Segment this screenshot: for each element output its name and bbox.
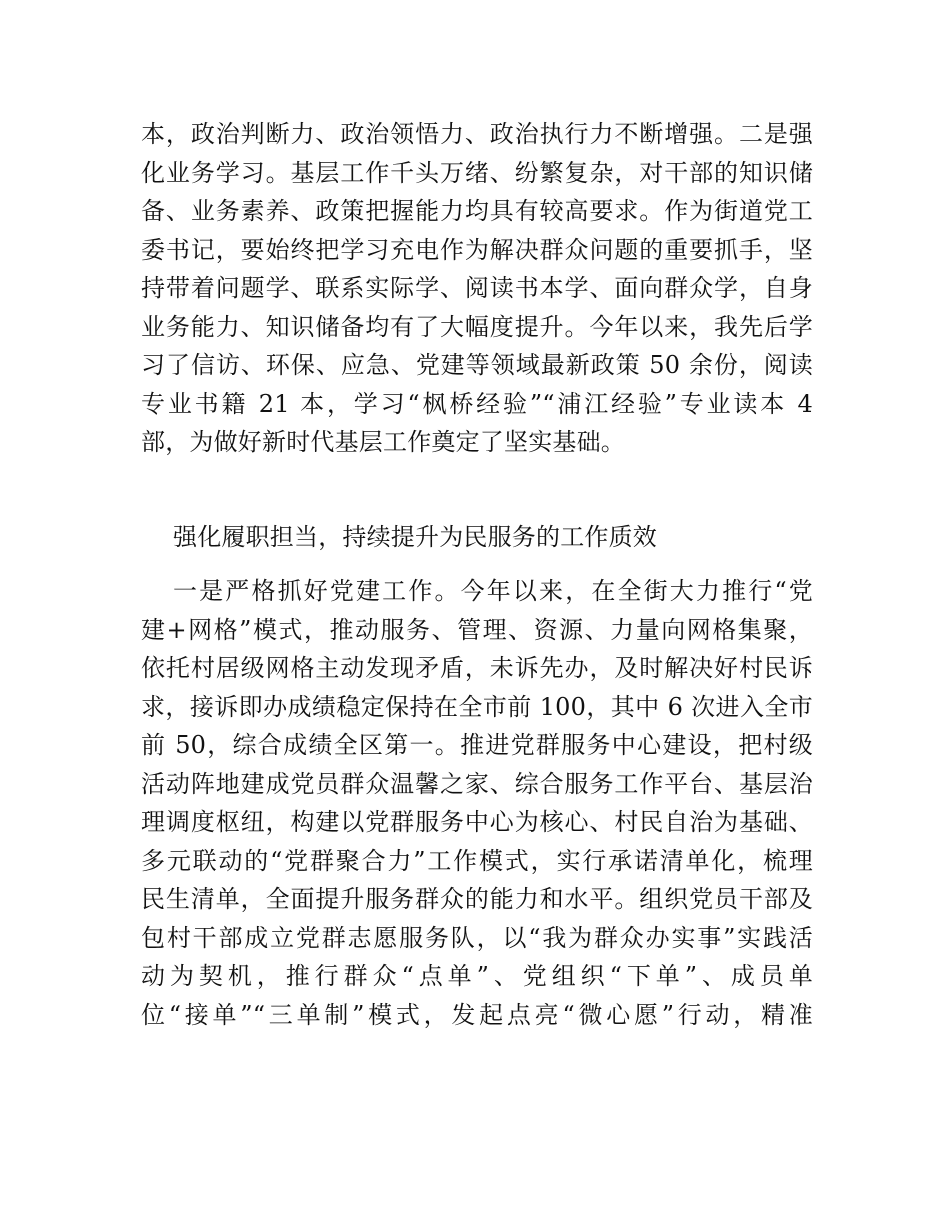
paragraph-line: 民生清单，全面提升服务群众的能力和水平。组织党员干部及 [141,885,813,913]
paragraph-line: 专业书籍 21 本，学习“枫桥经验”“浦江经验”专业读本 4 [141,389,813,418]
paragraph-line: 理调度枢纽，构建以党群服务中心为核心、村民自治为基础、 [141,808,813,836]
paragraph-line: 包村干部成立党群志愿服务队，以“我为群众办实事”实践活 [141,923,813,952]
paragraph-line: 化业务学习。基层工作千头万绪、纷繁复杂，对干部的知识储 [141,158,813,187]
paragraph-line: 动为契机，推行群众“点单”、党组织“下单”、成员单 [141,962,813,990]
paragraph-line: 求，接诉即办成绩稳定保持在全市前 100，其中 6 次进入全市 [141,692,813,721]
paragraph-line: 委书记，要始终把学习充电作为解决群众问题的重要抓手，坚 [141,235,813,264]
paragraph-line: 活动阵地建成党员群众温馨之家、综合服务工作平台、基层治 [141,769,813,798]
paragraph-line: 习了信访、环保、应急、党建等领域最新政策 50 余份，阅读 [141,351,813,379]
paragraph-line: 位“接单”“三单制”模式，发起点亮“微心愿”行动，精准 [141,1000,813,1029]
paragraph-line: 持带着问题学、联系实际学、阅读书本学、面向群众学，自身 [141,274,813,302]
paragraph-line: 依托村居级网格主动发现矛盾，未诉先办，及时解决好村民诉 [141,654,813,682]
paragraph-line: 多元联动的“党群聚合力”工作模式，实行承诺清单化，梳理 [141,846,813,875]
paragraph-line: 业务能力、知识储备均有了大幅度提升。今年以来，我先后学 [141,312,813,341]
paragraph-line: 本，政治判断力、政治领悟力、政治执行力不断增强。二是强 [141,120,813,148]
paragraph-line: 部，为做好新时代基层工作奠定了坚实基础。 [141,428,625,456]
paragraph-1 [141,115,813,462]
paragraph-line-indented: 一是严格抓好党建工作。今年以来，在全街大力推行“党 [173,577,813,605]
section-heading: 强化履职担当，持续提升为民服务的工作质效 [173,523,657,551]
paragraph-2 [141,572,813,1034]
paragraph-line: 建+网格”模式，推动服务、管理、资源、力量向网格集聚， [141,615,813,644]
paragraph-line: 前 50，综合成绩全区第一。推进党群服务中心建设，把村级 [141,731,813,759]
paragraph-line: 备、业务素养、政策把握能力均具有较高要求。作为街道党工 [141,197,813,225]
